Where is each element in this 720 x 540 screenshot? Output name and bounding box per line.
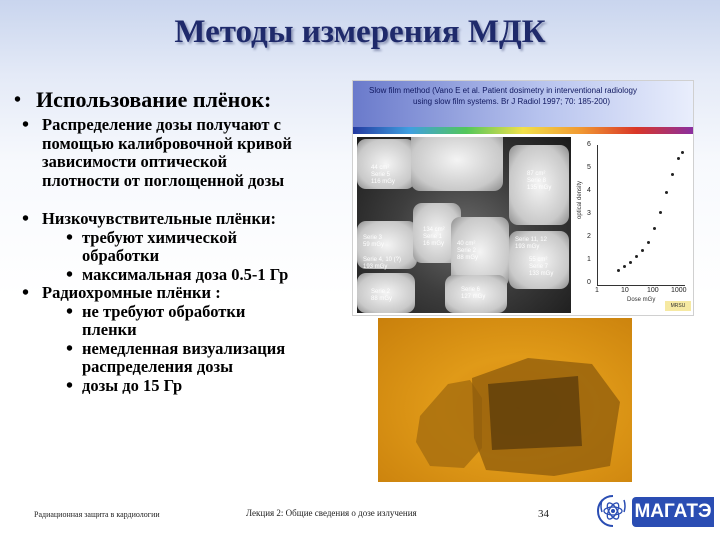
bullet-list [14,88,359,395]
bullet-item2 [14,210,359,229]
bullet-item3 [14,284,359,303]
spot-label: 134 cm² Serie 1 16 mGy [423,227,445,247]
bullet-dot-icon: • [22,282,30,304]
graph-point [671,173,674,176]
graph-point [635,255,638,258]
spot-label: 40 cm² Serie 2 88 mGy [457,241,479,261]
sub-bullet-line: пленки [82,320,137,339]
bullet-dot-icon: • [66,374,74,397]
graph-point [677,157,680,160]
graph-y-tick: 2 [587,233,591,240]
graph-x-tick: 1000 [671,287,687,294]
film-dose-region [488,376,582,450]
graph-point [617,269,620,272]
spot-label: 55 cm² Serie 7 133 mGy [529,257,554,277]
slow-film-figure [352,80,694,316]
graph-y-tick: 4 [587,187,591,194]
graph-y-label: optical density [577,180,584,220]
graph-y-tick: 3 [587,210,591,217]
graph-point [641,249,644,252]
iaea-logo-icon [594,492,632,530]
slide-title: Методы измерения МДК [174,14,546,50]
caption-line: using slow film systems. Br J Radiol 1997; 70: 185-200) [413,97,610,106]
sub-bullet [14,300,359,340]
film-dose-pattern [378,318,632,482]
figure-caption [353,81,693,127]
bullet-main-text: Использование плёнок: [36,87,272,112]
dosimetry-film-image [357,137,571,313]
sub-bullet [14,226,359,266]
footer-lecture: Лекция 2: Общие сведения о дозе излучения [246,508,417,518]
sub-bullet-line: не требуют обработки [82,301,246,321]
color-strip [353,127,693,134]
sub-bullet-line: обработки [82,246,160,265]
radiochromic-film-image [378,318,632,482]
sub-bullet-line: дозы до 15 Гр [82,375,183,395]
bullet-main [14,88,359,112]
graph-point [629,261,632,264]
graph-y-tick: 1 [587,256,591,263]
bullet-item3-text: Радиохромные плёнки : [42,283,221,302]
spot-label: Serie 3 59 mGy [363,235,385,248]
graph-x-label: Dose mGy [627,297,656,303]
graph-point [653,227,656,230]
bullet-item1-line: зависимости оптической [42,152,228,171]
bullet-dot-icon: • [66,226,74,249]
spot-label: 87 cm² Serie 8 135 mGy [527,171,552,191]
graph-point [659,211,662,214]
spot-label: Serie 6 127 mGy [461,287,486,300]
bullet-item1-line: плотности от поглощенной дозы [42,170,285,190]
footer-course: Радиационная защита в кардиологии [34,510,160,519]
calibration-graph [573,137,691,313]
bullet-item1-line: Распределение дозы получают с [42,115,281,134]
bullet-dot-icon: • [66,337,74,360]
graph-point [623,265,626,268]
sub-bullet-line: максимальная доза 0.5-1 Гр [82,264,289,284]
graph-point [647,241,650,244]
film-exposure-spot [411,137,503,191]
sub-bullet [14,337,359,377]
graph-y-tick: 0 [587,279,591,286]
sub-bullet-line: немедленная визуализация [82,338,286,358]
graph-x-axis [597,285,685,286]
graph-y-tick: 5 [587,164,591,171]
bullet-dot-icon: • [22,208,30,230]
graph-y-axis [597,145,598,285]
bullet-dot-icon: • [66,263,74,286]
spot-label: Serie 11, 12 193 mGy [515,237,547,250]
graph-y-tick: 6 [587,141,591,148]
film-dose-region [416,380,482,468]
bullet-item1-line: помощью калибровочной кривой [42,133,292,153]
sub-bullet [14,374,359,397]
sub-bullet-line: распределения дозы [82,357,233,376]
sub-bullet-line: требуют химической [82,227,238,247]
brand-badge: МАГАТЭ [632,497,714,527]
bullet-dot-icon: • [66,300,74,323]
bullet-item2-text: Низкочувствительные плёнки: [42,209,276,228]
graph-point [681,151,684,154]
bullet-dot-icon: • [14,89,22,111]
spot-label: Serie 2 88 mGy [371,289,393,302]
page-number: 34 [538,508,549,520]
caption-line: Slow film method (Vano E et al. Patient dosimetry in interventional radiology [369,86,637,95]
graph-x-tick: 1 [595,287,599,294]
bullet-dot-icon: • [22,114,30,136]
graph-x-tick: 10 [621,287,629,294]
graph-badge: MRSU [665,301,691,311]
bullet-item1 [14,116,359,190]
graph-x-tick: 100 [647,287,659,294]
sub-bullet [14,263,359,286]
graph-point [665,191,668,194]
spot-label: 44 cm² Serie 5 116 mGy [371,165,395,185]
spot-label: Serie 4, 10 (?) 193 mGy [363,257,402,270]
